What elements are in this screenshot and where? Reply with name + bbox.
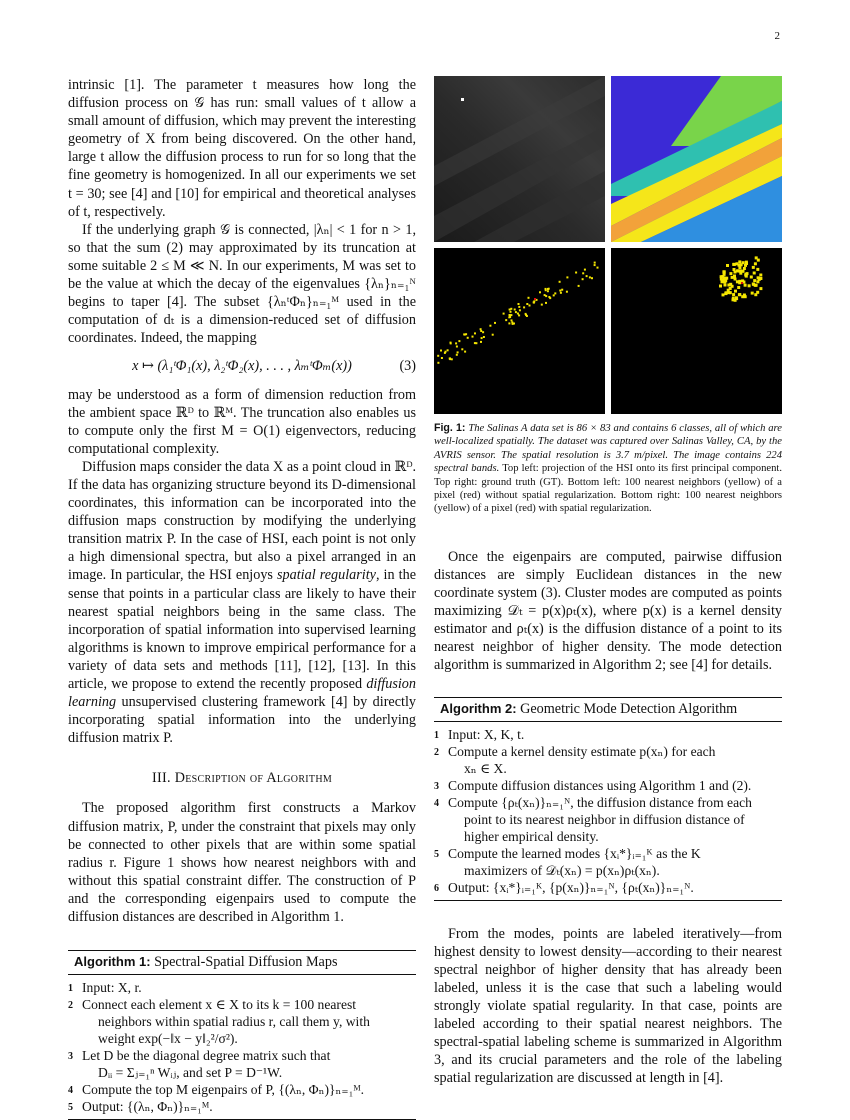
neighbor-pixel: [480, 341, 482, 343]
neighbor-pixel: [725, 291, 728, 294]
neighbor-pixel: [738, 293, 741, 296]
neighbor-pixel: [510, 311, 512, 313]
step-continuation: higher empirical density.: [464, 828, 599, 844]
neighbor-pixel: [729, 283, 732, 286]
page-number: 2: [774, 30, 780, 42]
text-run: unsupervised clustering framework [4] by directly incorporating spatial information into the underlying diffusion matrix P.: [68, 694, 416, 747]
neighbor-pixel: [752, 283, 755, 286]
neighbor-pixel: [526, 303, 528, 305]
neighbor-pixel: [743, 267, 746, 270]
step-continuation: neighbors within spatial radius r, call them y, with: [98, 1014, 370, 1030]
algorithm-step: [434, 845, 782, 879]
neighbor-pixel: [733, 268, 736, 271]
neighbor-pixel: [559, 281, 561, 283]
neighbor-pixel: [759, 277, 762, 280]
neighbor-pixel: [737, 269, 740, 272]
neighbor-pixel: [480, 328, 482, 330]
emphasis: spatial regularity: [277, 567, 376, 584]
neighbor-pixel: [463, 333, 465, 335]
neighbor-pixel: [482, 331, 484, 333]
paragraph: The proposed algorithm first constructs a Markov diffusion matrix, P, under the constraint that pixels may only be connected to other pixels that are within some spatial radius r. Figure 1 shows how nearest neighbors with and without this spatial constraint differ. The construction of P and the corresponding eigenpairs used to compute the diffusion distances are described in Algorithm 1.: [68, 800, 416, 926]
neighbor-pixel: [545, 289, 547, 291]
neighbor-pixel: [472, 336, 474, 338]
neighbor-pixel: [740, 263, 743, 266]
neighbor-pixel: [517, 313, 519, 315]
step-number: 1: [68, 983, 73, 995]
algorithm-label: Algorithm 1:: [74, 954, 151, 970]
neighbor-pixel: [508, 316, 510, 318]
step-number: 3: [434, 780, 439, 792]
emphasis: diffusion learning: [68, 676, 416, 711]
neighbor-pixel: [754, 293, 757, 296]
algorithm-step: [68, 979, 416, 996]
neighbor-pixel: [586, 275, 588, 277]
neighbor-pixel: [741, 295, 744, 298]
neighbors-with-spatial-image: [611, 248, 782, 414]
figure-caption: [434, 422, 782, 516]
neighbor-pixel: [528, 297, 530, 299]
algorithm-title: [68, 951, 416, 975]
ground-truth-svg: [611, 76, 782, 242]
neighbor-pixel: [492, 334, 494, 336]
algorithm-steps: [68, 979, 416, 1115]
algorithm-step: [434, 777, 782, 794]
step-continuation: xₙ ∈ X.: [464, 760, 507, 776]
neighbor-pixel: [545, 302, 547, 304]
neighbor-pixel: [582, 278, 584, 280]
step-number: 2: [68, 1000, 73, 1012]
neighbor-pixel: [575, 272, 577, 274]
neighbor-pixel: [741, 282, 743, 284]
neighbor-pixel: [526, 315, 528, 317]
paragraph: Once the eigenpairs are computed, pairwise diffusion distances are simply Euclidean distances in the new coordinate system (3). Cluster modes are computed as points maximizing 𝒟ₜ = p(x)ρₜ(x), where p(x) is a kernel density estimator and ρₜ(x) is the diffusion distance of a point to its nearest neighbor of higher density. The mode detection algorithm is summarized in Algorithm 2; see [4] for details.: [434, 548, 782, 674]
neighbor-pixel: [474, 332, 476, 334]
neighbor-pixel: [541, 304, 543, 306]
neighbor-pixel: [750, 276, 753, 279]
neighbor-pixel: [457, 351, 459, 353]
neighbor-pixel: [518, 314, 520, 316]
neighbor-pixel: [726, 264, 729, 267]
neighbor-pixel: [756, 280, 759, 283]
left-column: [68, 76, 416, 1120]
neighbor-pixel: [738, 280, 741, 283]
neighbor-pixel: [518, 306, 520, 308]
neighbor-pixel: [597, 267, 599, 269]
neighbor-pixel: [748, 284, 751, 287]
algorithm-1: [68, 950, 416, 1120]
neighbor-pixel: [467, 337, 469, 339]
neighbor-pixel: [533, 302, 535, 304]
neighbor-pixel: [719, 285, 722, 288]
neighbors-without-spatial-svg: [434, 248, 605, 414]
neighbor-pixel: [544, 294, 546, 296]
step-number: 5: [68, 1102, 73, 1114]
figure-1: [434, 76, 782, 416]
neighbor-pixel: [584, 269, 586, 271]
neighbor-pixel: [548, 288, 550, 290]
algorithm-name: Geometric Mode Detection Algorithm: [520, 700, 738, 717]
algorithm-2: [434, 697, 782, 901]
neighbor-pixel: [440, 350, 442, 352]
neighbor-pixel: [508, 322, 510, 324]
neighbor-pixel: [455, 342, 457, 344]
neighbor-pixel: [509, 314, 511, 316]
neighbor-pixel: [456, 346, 458, 348]
algorithm-step: [68, 1081, 416, 1098]
step-text: Compute diffusion distances using Algorithm 1 and (2).: [448, 777, 752, 793]
algorithm-name: Spectral-Spatial Diffusion Maps: [154, 954, 338, 971]
neighbor-pixel: [461, 348, 463, 350]
algorithm-label: Algorithm 2:: [440, 700, 517, 716]
neighbor-pixel: [759, 287, 762, 290]
neighbor-pixel: [458, 340, 460, 342]
neighbor-pixel: [724, 284, 727, 287]
neighbor-pixel: [566, 291, 568, 293]
neighbor-pixel: [589, 276, 591, 278]
neighbor-pixel: [441, 357, 443, 359]
neighbor-pixel: [456, 354, 458, 356]
step-continuation: Dᵢᵢ = Σⱼ₌₁ⁿ Wᵢⱼ, and set P = D⁻¹W.: [98, 1065, 283, 1081]
neighbor-pixel: [480, 330, 482, 332]
step-continuation: weight exp(−‖x − y‖₂²/σ²).: [98, 1031, 238, 1047]
neighbor-pixel: [503, 313, 505, 315]
step-number: 5: [434, 848, 439, 860]
neighbor-pixel: [744, 284, 747, 287]
neighbor-pixel: [722, 270, 725, 273]
neighbor-pixel: [450, 342, 452, 344]
algorithm-steps: [434, 726, 782, 896]
neighbors-with-spatial-svg: [611, 248, 782, 414]
neighbor-pixel: [733, 275, 736, 278]
neighbor-pixel: [489, 325, 491, 327]
step-number: 2: [434, 746, 439, 758]
text-run: Diffusion maps consider the data X as a point cloud in ℝᴰ. If the data has organizing structure beyond its D-dimensional coordinates, this information can be incorporated into the diffusion maps construction by modifying the underlying transition matrix P. In the case of HSI, each point is not only a high dimensional spectra, but also a pixel arranged in an image. In particular, the HSI enjoys: [68, 458, 416, 584]
text-run: , in the sense that points in a particular class are likely to have their nearest spatial neighbors being in the same class. The incorporation of spatial information into supervised learning algorithms is known to improve empirical performance for a variety of data sets and methods [11], [12], [13]. In this article, we propose to extend the recently proposed: [68, 567, 416, 692]
algorithm-step: [68, 996, 416, 1047]
neighbor-pixel: [756, 268, 759, 271]
neighbor-pixel: [745, 275, 748, 278]
step-continuation: point to its nearest neighbor in diffusion distance of: [464, 811, 745, 827]
step-text: Connect each element x ∈ X to its k = 100 nearest: [82, 997, 357, 1013]
neighbor-pixel: [753, 279, 756, 282]
algorithm-step: [68, 1098, 416, 1115]
equation-body: x ↦ (λ₁ᵗΦ₁(x), λ₂ᵗΦ₂(x), . . . , λₘᵗΦₘ(x)): [132, 358, 352, 375]
neighbor-pixel: [728, 291, 731, 294]
neighbor-pixel: [744, 264, 747, 267]
step-number: 3: [68, 1051, 73, 1063]
neighbor-pixel: [752, 266, 755, 269]
neighbor-pixel: [483, 336, 485, 338]
neighbor-pixel: [591, 277, 593, 279]
neighbor-pixel: [594, 262, 596, 264]
algorithm-step: [434, 879, 782, 896]
paragraph: From the modes, points are labeled iteratively—from highest density to lowest density—according to their nearest spectral neighbor of higher density that has already been labeled, unless it is the case that such a labeling would strongly violate spatial regularity. In that case, points are labeled according to their spatial nearest neighbors. The spectral-spatial labeling scheme is summarized in Algorithm 3, and its crucial parameters and the role of the labeling spatial regularization are discussed at length in [4].: [434, 925, 782, 1087]
neighbor-pixel: [464, 351, 466, 353]
step-text: Input: X, K, t.: [448, 726, 525, 742]
neighbor-pixel: [566, 276, 568, 278]
neighbor-pixel: [755, 284, 758, 287]
neighbor-pixel: [549, 297, 551, 299]
neighbor-pixel: [734, 278, 737, 281]
neighbor-pixel: [759, 274, 762, 277]
neighbor-pixel: [547, 290, 549, 292]
step-number: 1: [434, 729, 439, 741]
neighbor-pixel: [534, 298, 536, 300]
neighbor-pixel: [449, 358, 451, 360]
neighbor-pixel: [481, 337, 483, 339]
neighbor-pixel: [474, 342, 476, 344]
caption-italic: The Salinas A data set is 86 × 83 and contains 6 classes, all of which are well-localized spatially. The dataset was captured over Salinas Valley, CA, by the AVRIS sensor. The spatial resolution is 3.7 m/pixel. The image contains 224 spectral bands.: [434, 423, 782, 475]
neighbor-pixel: [510, 314, 512, 316]
caption-label: Fig. 1:: [434, 422, 466, 434]
algorithm-step: [434, 726, 782, 743]
equation-3: [68, 357, 416, 375]
neighbor-pixel: [594, 264, 596, 266]
neighbor-pixel: [559, 290, 561, 292]
step-text: Let D be the diagonal degree matrix such that: [82, 1048, 331, 1064]
neighbor-pixel: [494, 322, 496, 324]
neighbor-pixel: [513, 323, 515, 325]
paragraph: [68, 458, 416, 748]
neighbor-pixel: [751, 292, 754, 295]
neighbor-pixel: [509, 309, 511, 311]
algorithm-title: [434, 698, 782, 722]
neighbor-pixel: [755, 256, 758, 259]
neighbor-pixel: [745, 261, 748, 264]
neighbor-pixel: [553, 294, 555, 296]
step-text: Compute a kernel density estimate p(xₙ) for each: [448, 743, 716, 759]
neighbor-pixel: [529, 305, 531, 307]
neighbor-pixel: [523, 306, 525, 308]
neighbor-pixel: [561, 289, 563, 291]
neighbor-pixel: [729, 272, 732, 275]
step-text: Compute the learned modes {xᵢ*}ᵢ₌₁ᴷ as the K: [448, 845, 701, 861]
neighbor-pixel: [519, 309, 521, 311]
neighbor-pixel: [445, 351, 447, 353]
equation-number: (3): [399, 358, 416, 375]
algorithm-step: [68, 1047, 416, 1081]
algorithm-step: [434, 743, 782, 777]
neighbor-pixel: [451, 358, 453, 360]
paragraph: If the underlying graph 𝒢 is connected, |λₙ| < 1 for n > 1, so that the sum (2) may approximated by its truncation at some suitable 2 ≤ M ≪ N. In our experiments, M was set to be the value at which the decay of the eigenvalues {λₙ}ₙ₌₁ᴺ begins to taper [4]. The subset {λₙᵗΦₙ}ₙ₌₁ᴹ used in the computation of dₜ is a dimension-reduced set of diffusion coordinates. Indeed, the mapping: [68, 221, 416, 347]
neighbor-pixel: [511, 319, 513, 321]
neighbor-pixel: [518, 303, 520, 305]
step-text: Compute the top M eigenpairs of P, {(λₙ, Φₙ)}ₙ₌₁ᴹ.: [82, 1082, 365, 1098]
step-number: 4: [68, 1085, 73, 1097]
neighbor-pixel: [737, 286, 740, 289]
ground-truth-image: [611, 76, 782, 242]
neighbor-pixel: [560, 292, 562, 294]
neighbor-pixel: [723, 280, 726, 283]
section-heading: III. Description of Algorithm: [151, 770, 333, 787]
neighbor-pixel: [437, 355, 439, 357]
neighbors-without-spatial-image: [434, 248, 605, 414]
right-column: [434, 76, 782, 1087]
neighbor-pixel: [539, 291, 541, 293]
neighbor-pixel: [754, 262, 757, 265]
pca-projection-image: [434, 76, 605, 242]
step-number: 4: [434, 797, 439, 809]
neighbor-pixel: [734, 290, 737, 293]
paragraph: intrinsic [1]. The parameter t measures how long the diffusion process on 𝒢 has run: small values of t allow a small amount of diffusion, which may prevent the interesting geometry of X from being discovered. On the other hand, large t allow the diffusion process to run for so long that the fine geometry is homogenized. In all our experiments we set t = 30; see [4] and [10] for empirical and theoretical analyses of t, respectively.: [68, 77, 416, 220]
neighbor-pixel: [732, 298, 735, 301]
step-continuation: maximizers of 𝒟ₜ(xₙ) = p(xₙ)ρₜ(xₙ).: [464, 862, 660, 878]
neighbor-pixel: [554, 292, 556, 294]
neighbor-pixel: [447, 349, 449, 351]
step-text: Compute {ρₜ(xₙ)}ₙ₌₁ᴺ, the diffusion distance from each: [448, 794, 752, 810]
step-number: 6: [434, 882, 439, 894]
neighbor-pixel: [505, 319, 507, 321]
neighbor-pixel: [738, 260, 741, 263]
neighbor-pixel: [753, 272, 756, 275]
caption-text: Top left: projection of the HSI onto its first principal component. Top right: ground truth (GT). Bottom left: 100 nearest neighbors (yellow) of a pixel (red) without spatial regularization. Bottom right: 100 nearest neighbors (yellow) of a pixel (red) with spatial regularization.: [434, 463, 782, 515]
neighbor-pixel: [738, 266, 741, 269]
neighbor-pixel: [515, 311, 517, 313]
step-text: Input: X, r.: [82, 980, 142, 996]
neighbor-pixel: [582, 272, 584, 274]
neighbor-pixel: [724, 277, 727, 280]
step-text: Output: {xᵢ*}ᵢ₌₁ᴷ, {p(xₙ)}ₙ₌₁ᴺ, {ρₜ(xₙ)}ₙ₌₁ᴺ.: [448, 879, 694, 895]
algorithm-step: [434, 794, 782, 845]
neighbor-pixel: [722, 293, 725, 296]
paragraph: may be understood as a form of dimension reduction from the ambient space ℝᴰ to ℝᴹ. The truncation also enables us to compute only the first M = O(1) eigenvectors, reducing computational complexity.: [68, 386, 416, 457]
neighbor-pixel: [732, 293, 735, 296]
neighbor-pixel: [514, 309, 516, 311]
pca-projection-svg: [434, 76, 605, 242]
neighbor-pixel: [437, 362, 439, 364]
neighbor-pixel: [578, 285, 580, 287]
step-text: Output: {(λₙ, Φₙ)}ₙ₌₁ᴹ.: [82, 1099, 213, 1115]
